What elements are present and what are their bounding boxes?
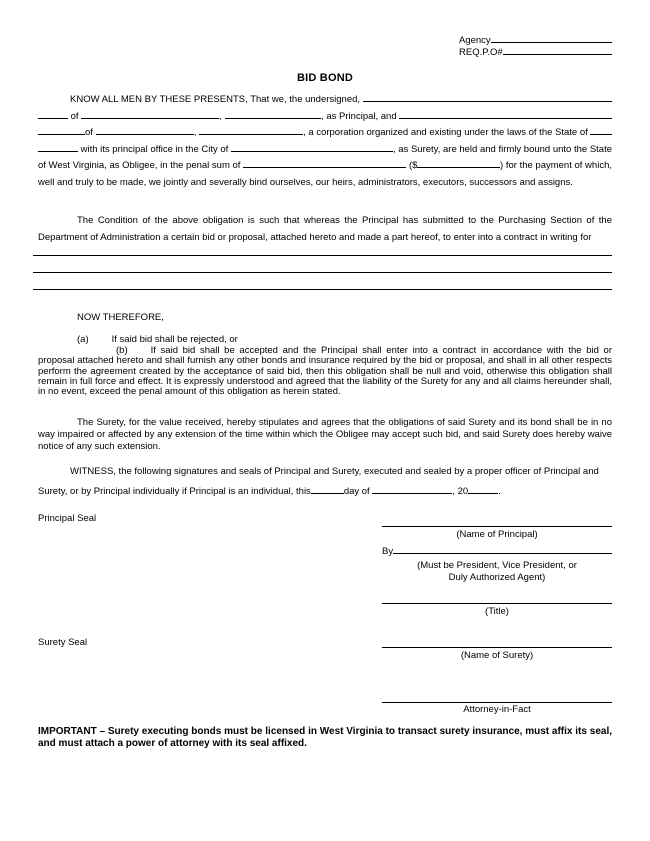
- page-title: BID BOND: [297, 72, 353, 84]
- reqpo-blank-field: [503, 50, 612, 55]
- agency-blank-field: [491, 38, 612, 43]
- agency-label: Agency: [459, 35, 491, 46]
- blank-field: [231, 147, 393, 152]
- surety-seal-label: Surety Seal: [38, 637, 88, 648]
- condition-paragraph: The Condition of the above obligation is such that whereas the Principal has submitted to the Purchasing Section of the Department of Administration a certain bid or proposal, attached hereto and made a part hereof, to enter into a contract in writing for: [38, 215, 612, 243]
- reqpo-label: REQ.P.O#: [459, 47, 503, 58]
- agency-row: [459, 35, 612, 47]
- form-line: [38, 125, 612, 142]
- principal-seal-label: Principal Seal: [38, 513, 97, 524]
- text-segment: , a corporation organized and existing under the laws of the State of: [303, 127, 591, 138]
- text-segment: ($: [406, 160, 418, 171]
- blank-field: [225, 114, 321, 119]
- blank-field: [38, 147, 78, 152]
- name-of-surety-caption: (Name of Surety): [460, 650, 534, 661]
- title-signature-line: [382, 591, 612, 604]
- text-segment: of West Virginia, as Obligee, in the penal sum of: [38, 160, 244, 171]
- ruled-blank-line-2: [33, 272, 612, 273]
- important-notice: IMPORTANT – Surety executing bonds must be licensed in West Virginia to transact surety insurance, must affix its seal, and must attach a power of attorney with its seal affixed.: [38, 726, 612, 749]
- text-segment: day of: [343, 486, 373, 497]
- clause-b-label: (b): [116, 345, 128, 356]
- title-caption: (Title): [485, 606, 509, 617]
- text-segment: KNOW ALL MEN BY THESE PRESENTS, That we, the undersigned,: [70, 94, 363, 105]
- blank-field: [81, 114, 219, 119]
- form-line: [38, 92, 612, 109]
- by-blank-field: [393, 549, 612, 554]
- blank-field: [243, 163, 406, 168]
- blank-field: [96, 130, 194, 135]
- blank-field: [372, 489, 452, 494]
- reqpo-row: [459, 47, 612, 59]
- now-therefore-heading: NOW THEREFORE,: [77, 312, 164, 323]
- blank-field: [590, 130, 612, 135]
- blank-field: [363, 97, 612, 102]
- blank-field: [468, 489, 498, 494]
- blank-field: [399, 114, 612, 119]
- attorney-in-fact-caption: Attorney-in-Fact: [463, 704, 531, 715]
- surety-paragraph: The Surety, for the value received, hereby stipulates and agrees that the obligations of said Surety and its bond shall be in no way impaired or affected by any extension of the time within which the Obligee may accept such bid, and said Surety does hereby waive notice of any such extension.: [38, 417, 612, 452]
- opening-paragraph: [38, 92, 612, 191]
- text-segment: of: [85, 127, 96, 138]
- attorney-in-fact-signature-line: [382, 690, 612, 703]
- text-segment: ,: [219, 110, 225, 122]
- witness-line-1: WITNESS, the following signatures and seals of Principal and Surety, executed and sealed by a proper officer of Principal and: [70, 466, 599, 477]
- text-segment: , 20: [452, 486, 469, 497]
- form-line: [38, 142, 612, 159]
- blank-field: [199, 130, 303, 135]
- by-signature-row: [382, 546, 612, 558]
- agency-reqpo-block: [459, 35, 612, 59]
- blank-field: [311, 489, 344, 494]
- text-segment: ) for the payment of which,: [500, 160, 612, 171]
- form-line: [38, 109, 612, 126]
- blank-field: [417, 163, 500, 168]
- clause-b-text: If said bid shall be accepted and the Principal shall enter into a contract in accordance with the bid or proposal attached hereto and shall furnish any other bonds and insurance required by the bid or proposal, and shall in all other respects perform the agreement created by the acceptance of said bid, then this obligation shall be null and void, otherwise this obligation shall remain in full force and effect. It is expressly understood and agreed that the liability of the Surety for any and all claims hereunder shall, in no event, exceed the penal amount of this obligation as herein stated.: [38, 345, 612, 398]
- clause-b: [38, 346, 612, 397]
- text-segment: ,: [193, 127, 200, 138]
- name-of-surety-signature-line: [382, 635, 612, 648]
- form-line: [38, 158, 612, 175]
- clause-a: [38, 334, 612, 345]
- witness-line-2: [38, 485, 612, 499]
- text-segment: well and truly to be made, we jointly and severally bind ourselves, our heirs, administrators, executors, successors and assigns.: [38, 176, 573, 188]
- text-segment: of: [68, 110, 82, 122]
- ruled-blank-line-3: [33, 289, 612, 290]
- officer-note-line-2: Duly Authorized Agent): [448, 572, 546, 583]
- text-segment: .: [498, 486, 501, 497]
- by-label: By: [382, 546, 394, 557]
- blank-field: [38, 130, 85, 135]
- name-of-principal-signature-line: [382, 514, 612, 527]
- text-segment: with its principal office in the City of: [78, 143, 231, 155]
- form-line: [38, 175, 612, 192]
- clause-a-text: If said bid shall be rejected, or: [111, 334, 238, 345]
- name-of-principal-caption: (Name of Principal): [456, 529, 538, 540]
- blank-field: [38, 114, 68, 119]
- officer-note-line-1: (Must be President, Vice President, or: [417, 560, 577, 571]
- text-segment: , as Surety, are held and firmly bound unto the State: [393, 143, 612, 155]
- text-segment: , as Principal, and: [321, 110, 400, 122]
- text-segment: Surety, or by Principal individually if Principal is an individual, this: [38, 486, 311, 497]
- ruled-blank-line-1: [33, 255, 612, 256]
- clause-a-label: (a): [77, 334, 89, 345]
